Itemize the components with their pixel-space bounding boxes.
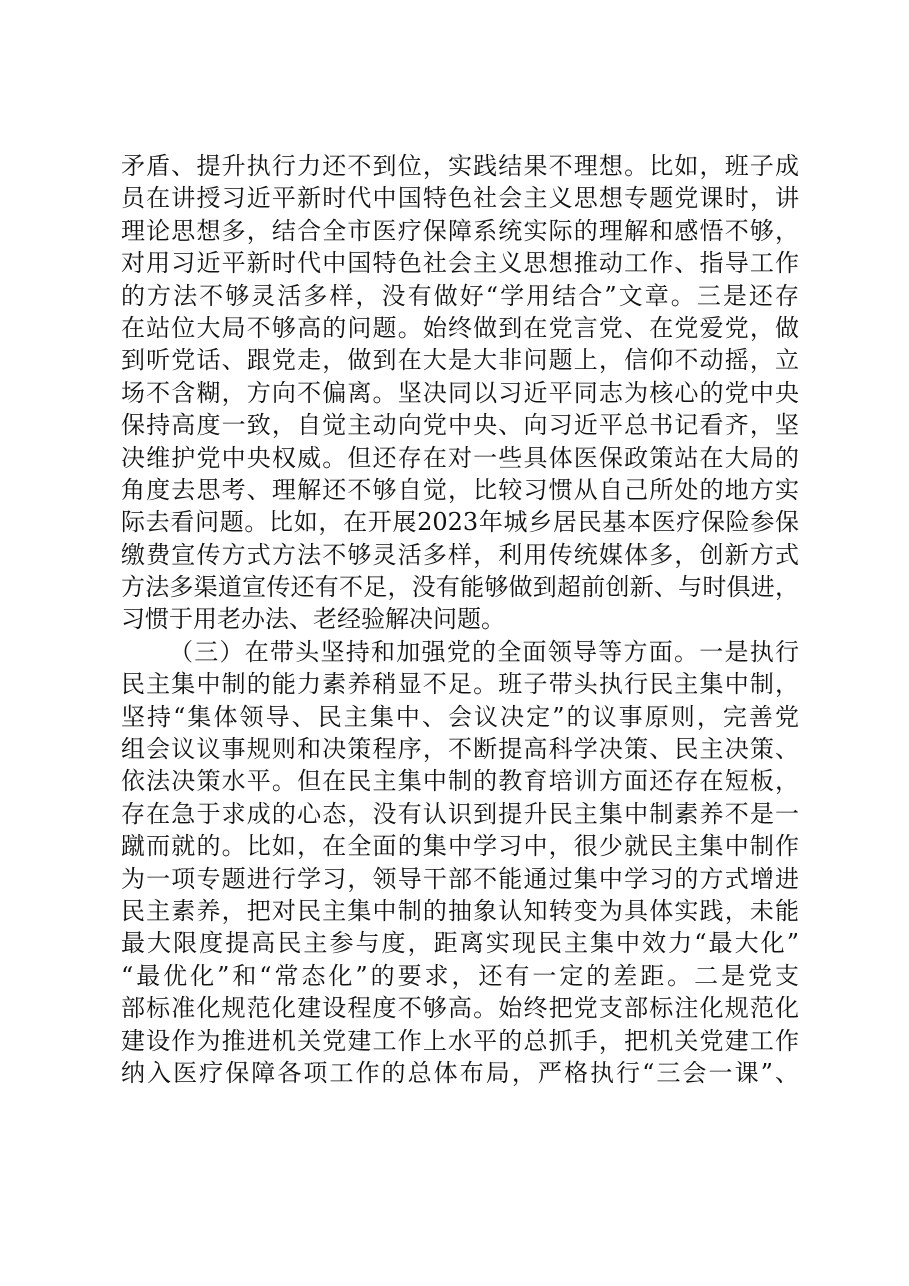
text-line: 理论思想多，结合全市医疗保障系统实际的理解和感悟不够，	[121, 216, 799, 245]
text-line: 方法多渠道宣传还有不足，没有能够做到超前创新、与时俱进，	[121, 573, 799, 602]
text-line: 组会议议事规则和决策程序，不断提高科学决策、民主决策、	[121, 735, 799, 764]
text-line: 蹴而就的。比如，在全面的集中学习中，很少就民主集中制作	[121, 832, 799, 861]
section-heading-line: （三）在带头坚持和加强党的全面领导等方面。一是执行	[169, 637, 799, 666]
text-line: 部标准化规范化建设程度不够高。始终把党支部标注化规范化	[121, 994, 799, 1023]
text-line: 依法决策水平。但在民主集中制的教育培训方面还存在短板，	[121, 767, 799, 796]
body-text	[121, 150, 799, 1089]
text-line: 场不含糊，方向不偏离。坚决同以习近平同志为核心的党中央	[121, 378, 799, 407]
text-line: 的方法不够灵活多样，没有做好“学用结合”文章。三是还存	[121, 281, 799, 310]
text-line: 保持高度一致，自觉主动向党中央、向习近平总书记看齐，坚	[121, 411, 799, 440]
text-line: 民主素养，把对民主集中制的抽象认知转变为具体实践，未能	[121, 896, 799, 925]
text-line: 纳入医疗保障各项工作的总体布局，严格执行“三会一课”、	[121, 1058, 799, 1087]
text-line: 坚持“集体领导、民主集中、会议决定”的议事原则，完善党	[121, 702, 799, 731]
text-line: 员在讲授习近平新时代中国特色社会主义思想专题党课时，讲	[121, 184, 799, 213]
text-line: 对用习近平新时代中国特色社会主义思想推动工作、指导工作	[121, 249, 799, 278]
text-line: 建设作为推进机关党建工作上水平的总抓手，把机关党建工作	[121, 1026, 799, 1055]
text-line: 缴费宣传方式方法不够灵活多样，利用传统媒体多，创新方式	[121, 540, 799, 569]
text-line: 际去看问题。比如，在开展2023年城乡居民基本医疗保险参保	[121, 508, 799, 537]
text-line: 最大限度提高民主参与度，距离实现民主集中效力“最大化”	[121, 929, 799, 958]
text-line: 角度去思考、理解还不够自觉，比较习惯从自己所处的地方实	[121, 475, 799, 504]
text-line: 民主集中制的能力素养稍显不足。班子带头执行民主集中制，	[121, 670, 799, 699]
text-line: 存在急于求成的心态，没有认识到提升民主集中制素养不是一	[121, 799, 799, 828]
text-line: 在站位大局不够高的问题。始终做到在党言党、在党爱党，做	[121, 313, 799, 342]
text-line: 决维护党中央权威。但还存在对一些具体医保政策站在大局的	[121, 443, 799, 472]
text-line: “最优化”和“常态化”的要求，还有一定的差距。二是党支	[121, 961, 799, 990]
text-line: 矛盾、提升执行力还不到位，实践结果不理想。比如，班子成	[121, 152, 799, 180]
text-line: 到听党话、跟党走，做到在大是大非问题上，信仰不动摇，立	[121, 346, 799, 375]
text-line: 习惯于用老办法、老经验解决问题。	[121, 605, 505, 634]
text-line: 为一项专题进行学习，领导干部不能通过集中学习的方式增进	[121, 864, 799, 893]
